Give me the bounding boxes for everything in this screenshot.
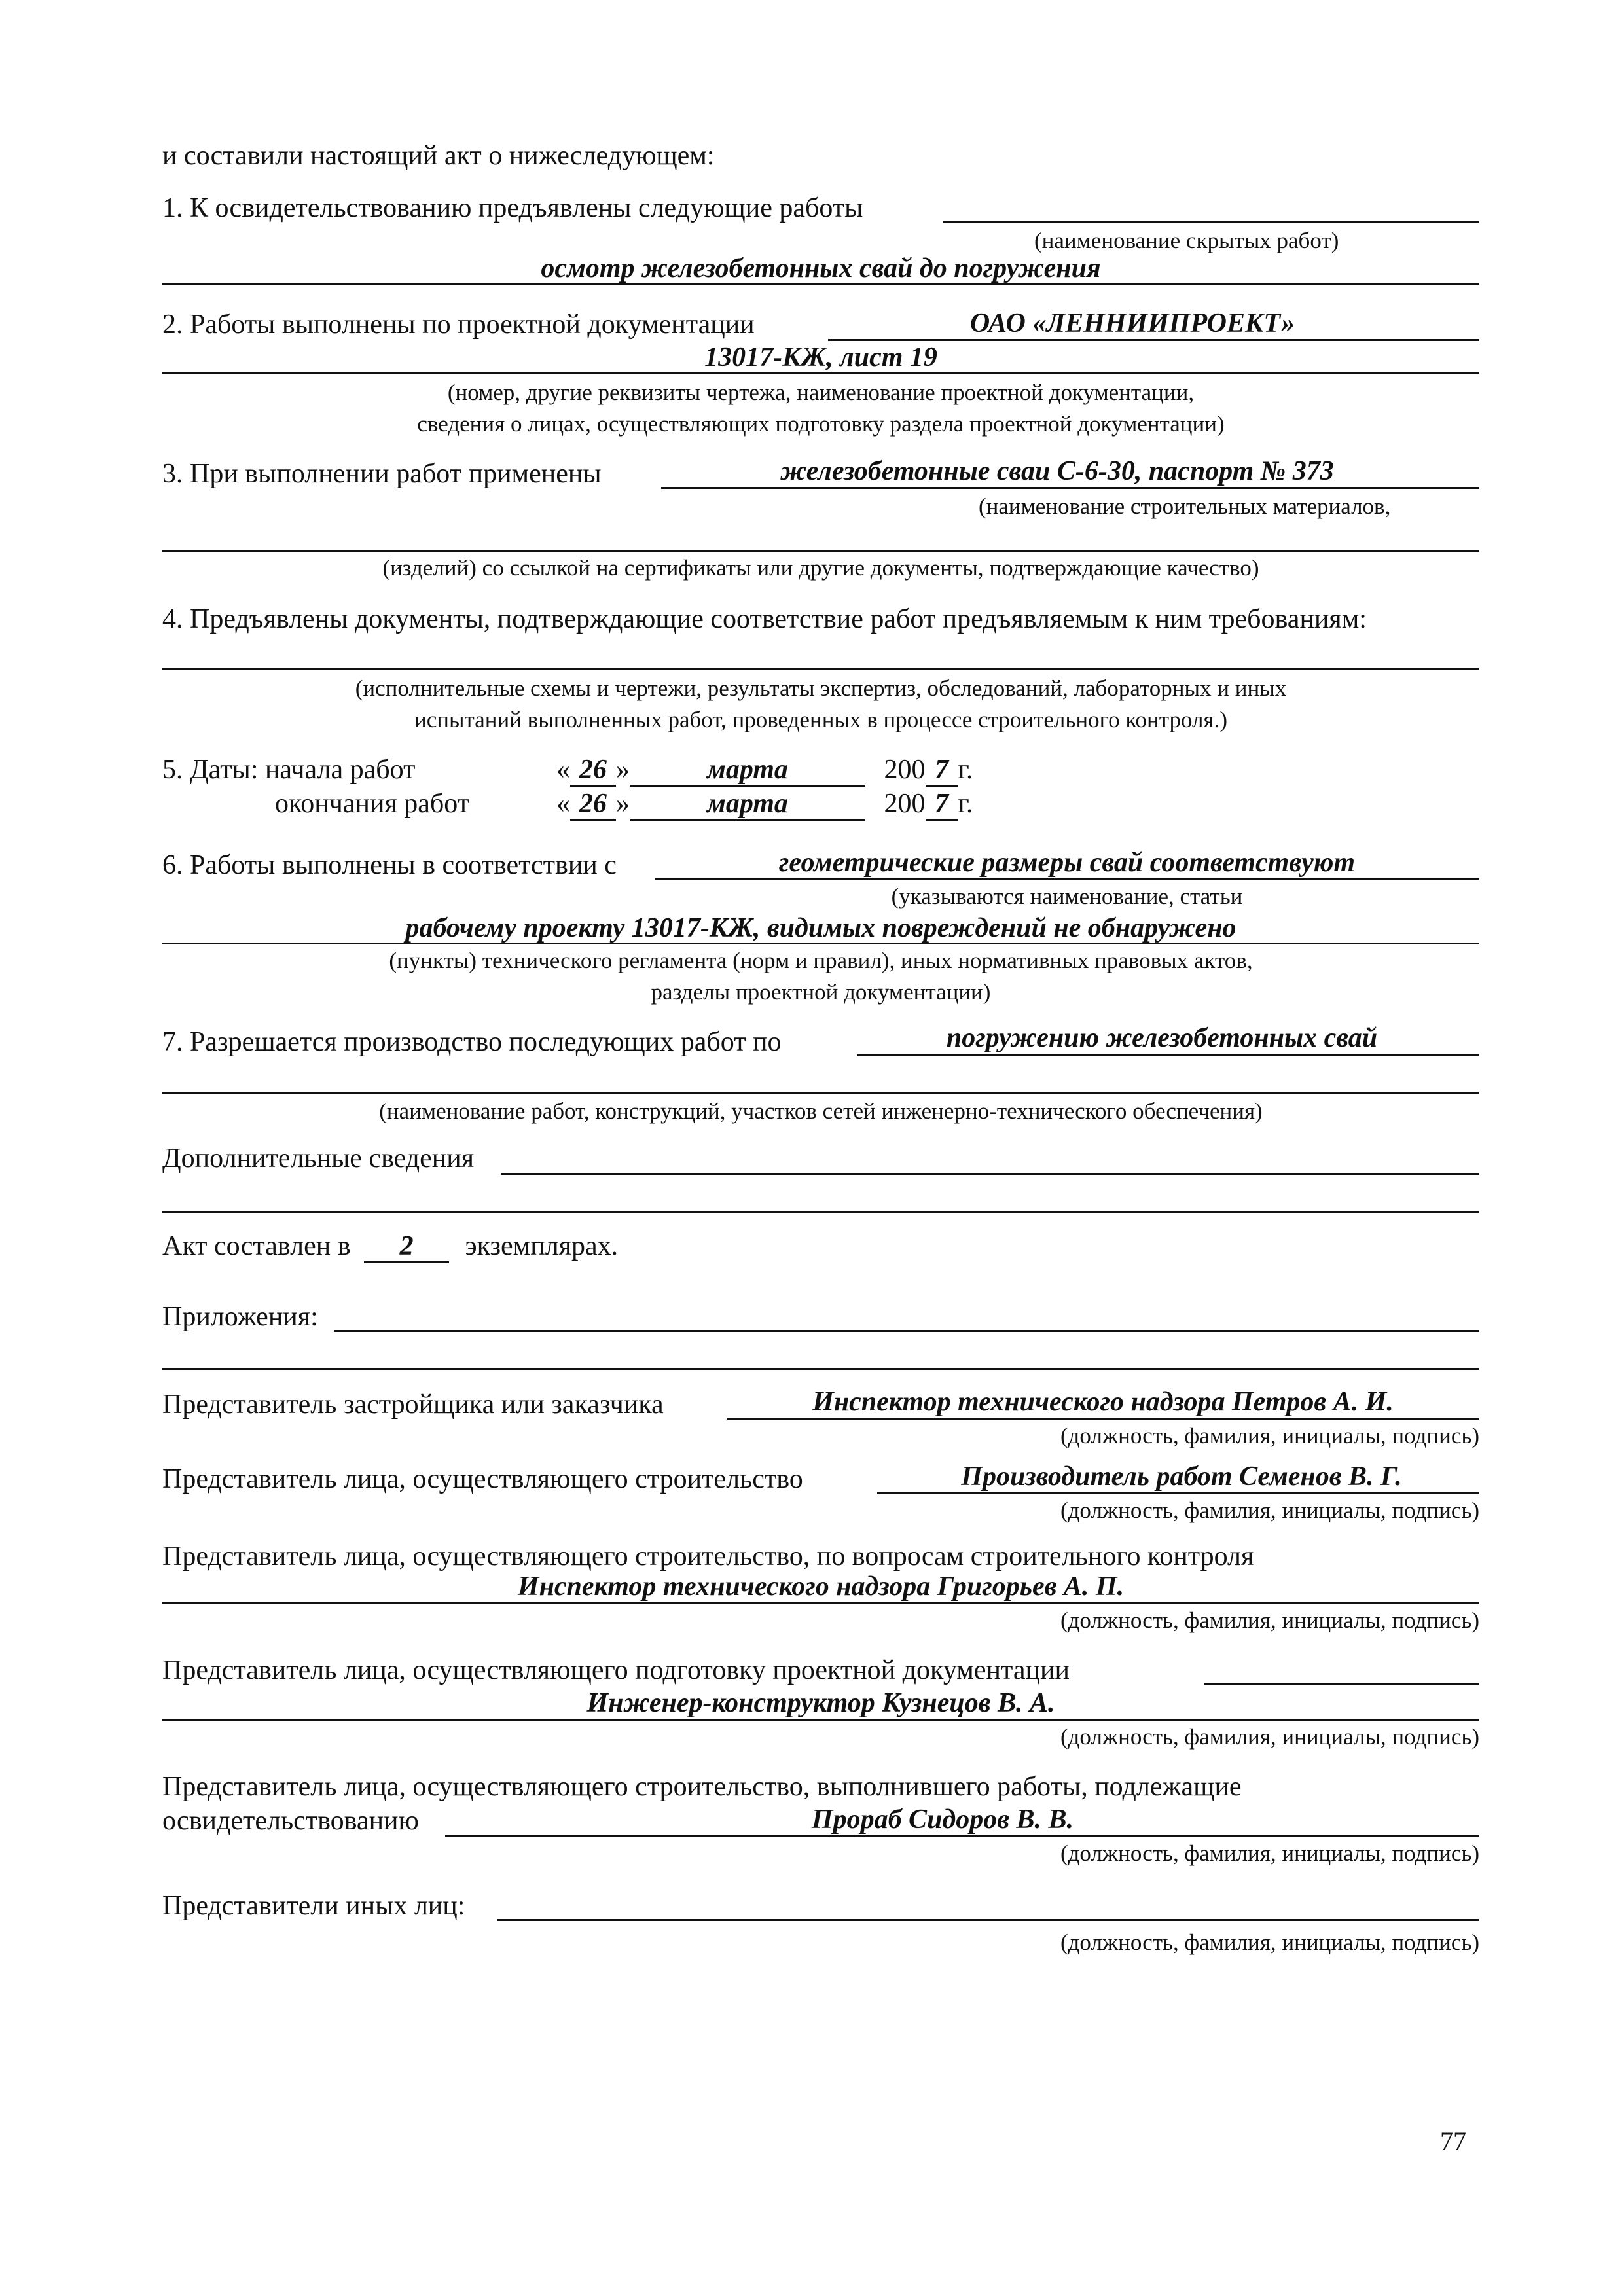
s4-rule-1 [162, 668, 1479, 670]
s3-value[interactable]: железобетонные сваи С-6-30, паспорт № 373 [780, 456, 1334, 486]
copies-before: Акт составлен в [162, 1231, 351, 1261]
page-number: 77 [1440, 2127, 1466, 2156]
s5-start-year[interactable]: 7 [926, 755, 958, 787]
rep2-value[interactable]: Производитель работ Семенов В. Г. [961, 1462, 1402, 1492]
s5-start-day[interactable]: 26 [570, 755, 616, 787]
extra-rule-1[interactable] [501, 1173, 1479, 1175]
copies-after: экземплярах. [465, 1231, 619, 1261]
s4-caption-2: испытаний выполненных работ, проведенных в процессе строительного контроля.) [414, 707, 1228, 732]
copies-line [162, 1229, 618, 1263]
rep1-caption: (должность, фамилия, инициалы, подпись) [1060, 1423, 1479, 1448]
s5-end-month[interactable]: марта [630, 789, 865, 821]
s1-rule-1 [943, 221, 1479, 223]
rep3-value[interactable]: Инспектор технического надзора Григорьев А. П. [517, 1572, 1125, 1602]
rep5-value[interactable]: Прораб Сидоров В. В. [811, 1805, 1074, 1835]
year-suffix: г. [958, 789, 973, 819]
rep1-value[interactable]: Инспектор технического надзора Петров А. И. [812, 1387, 1394, 1417]
s3-caption-2: (изделий) со ссылкой на сертификаты или другие документы, подтверждающие качество) [382, 555, 1259, 581]
s5-end-day[interactable]: 26 [570, 789, 616, 821]
s6-caption-3: разделы проектной документации) [651, 979, 991, 1005]
s2-caption-2: сведения о лицах, осуществляющих подготовку раздела проектной документации) [417, 411, 1225, 437]
rep4-value[interactable]: Инженер-конструктор Кузнецов В. А. [586, 1688, 1055, 1718]
s5-end-label: окончания работ [275, 789, 470, 819]
rep6-rule[interactable] [497, 1919, 1479, 1921]
s4-label: 4. Предъявлены документы, подтверждающие соответствие работ предъявляемым к ним требованиям: [162, 604, 1367, 634]
s4-caption-1: (исполнительные схемы и чертежи, результаты экспертиз, обследований, лабораторных и иных [355, 675, 1287, 701]
s1-value[interactable]: осмотр железобетонных свай до погружения [541, 253, 1101, 283]
rep1-label: Представитель застройщика или заказчика [162, 1390, 664, 1420]
copies-count[interactable]: 2 [364, 1231, 449, 1263]
year-prefix: 200 [884, 755, 926, 785]
s7-value[interactable]: погружению железобетонных свай [946, 1023, 1378, 1053]
s5-end-year[interactable]: 7 [926, 789, 958, 821]
attachments-rule-2[interactable] [162, 1368, 1479, 1370]
rep2-label: Представитель лица, осуществляющего строительство [162, 1464, 803, 1494]
rep5-label-1: Представитель лица, осуществляющего строительство, выполнившего работы, подлежащие [162, 1772, 1242, 1802]
rep4-caption: (должность, фамилия, инициалы, подпись) [1060, 1724, 1479, 1750]
s5-start-date [556, 753, 973, 787]
s6-value-1[interactable]: геометрические размеры свай соответствуют [778, 848, 1356, 878]
extra-rule-2[interactable] [162, 1211, 1479, 1213]
attachments-rule-1[interactable] [334, 1330, 1479, 1332]
open-quote: « [556, 789, 570, 819]
s7-caption: (наименование работ, конструкций, участков сетей инженерно-технического обеспечения) [379, 1098, 1263, 1124]
s2-value-1[interactable]: ОАО «ЛЕННИИПРОЕКТ» [969, 308, 1295, 338]
rep4-rule-1 [1204, 1683, 1479, 1685]
s2-caption-1: (номер, другие реквизиты чертежа, наименование проектной документации, [447, 380, 1195, 405]
s3-rule-2 [162, 550, 1479, 552]
extra-label: Дополнительные сведения [162, 1143, 475, 1174]
close-quote: » [616, 789, 630, 819]
s7-rule-2 [162, 1092, 1479, 1094]
intro-text: и составили настоящий акт о нижеследующем: [162, 141, 715, 171]
s5-start-label: 5. Даты: начала работ [162, 755, 416, 785]
attachments-label: Приложения: [162, 1302, 318, 1332]
s2-label: 2. Работы выполнены по проектной документации [162, 310, 755, 340]
s6-label: 6. Работы выполнены в соответствии с [162, 850, 617, 880]
rep3-label: Представитель лица, осуществляющего строительство, по вопросам строительного контроля [162, 1541, 1254, 1572]
rep6-label: Представители иных лиц: [162, 1891, 465, 1921]
year-suffix: г. [958, 755, 973, 785]
open-quote: « [556, 755, 570, 785]
rep5-caption: (должность, фамилия, инициалы, подпись) [1060, 1841, 1479, 1866]
s3-caption-1: (наименование строительных материалов, [979, 494, 1391, 519]
s5-start-month[interactable]: марта [630, 755, 865, 787]
s5-end-date [556, 787, 973, 821]
s1-caption: (наименование скрытых работ) [1034, 228, 1339, 253]
rep5-label-2: освидетельствованию [162, 1806, 419, 1836]
close-quote: » [616, 755, 630, 785]
rep3-caption: (должность, фамилия, инициалы, подпись) [1060, 1607, 1479, 1633]
s6-caption-2: (пункты) технического регламента (норм и правил), иных нормативных правовых актов, [389, 948, 1253, 973]
s1-label: 1. К освидетельствованию предъявлены следующие работы [162, 193, 863, 223]
s6-value-2[interactable]: рабочему проекту 13017-КЖ, видимых повреждений не обнаружено [405, 913, 1236, 943]
s7-label: 7. Разрешается производство последующих работ по [162, 1027, 782, 1057]
rep2-caption: (должность, фамилия, инициалы, подпись) [1060, 1498, 1479, 1523]
s3-label: 3. При выполнении работ применены [162, 459, 602, 489]
s6-caption-1: (указываются наименование, статьи [891, 884, 1243, 909]
rep6-caption: (должность, фамилия, инициалы, подпись) [1060, 1930, 1479, 1955]
year-prefix: 200 [884, 789, 926, 819]
s2-value-2[interactable]: 13017-КЖ, лист 19 [704, 342, 937, 372]
rep4-label: Представитель лица, осуществляющего подготовку проектной документации [162, 1655, 1070, 1685]
